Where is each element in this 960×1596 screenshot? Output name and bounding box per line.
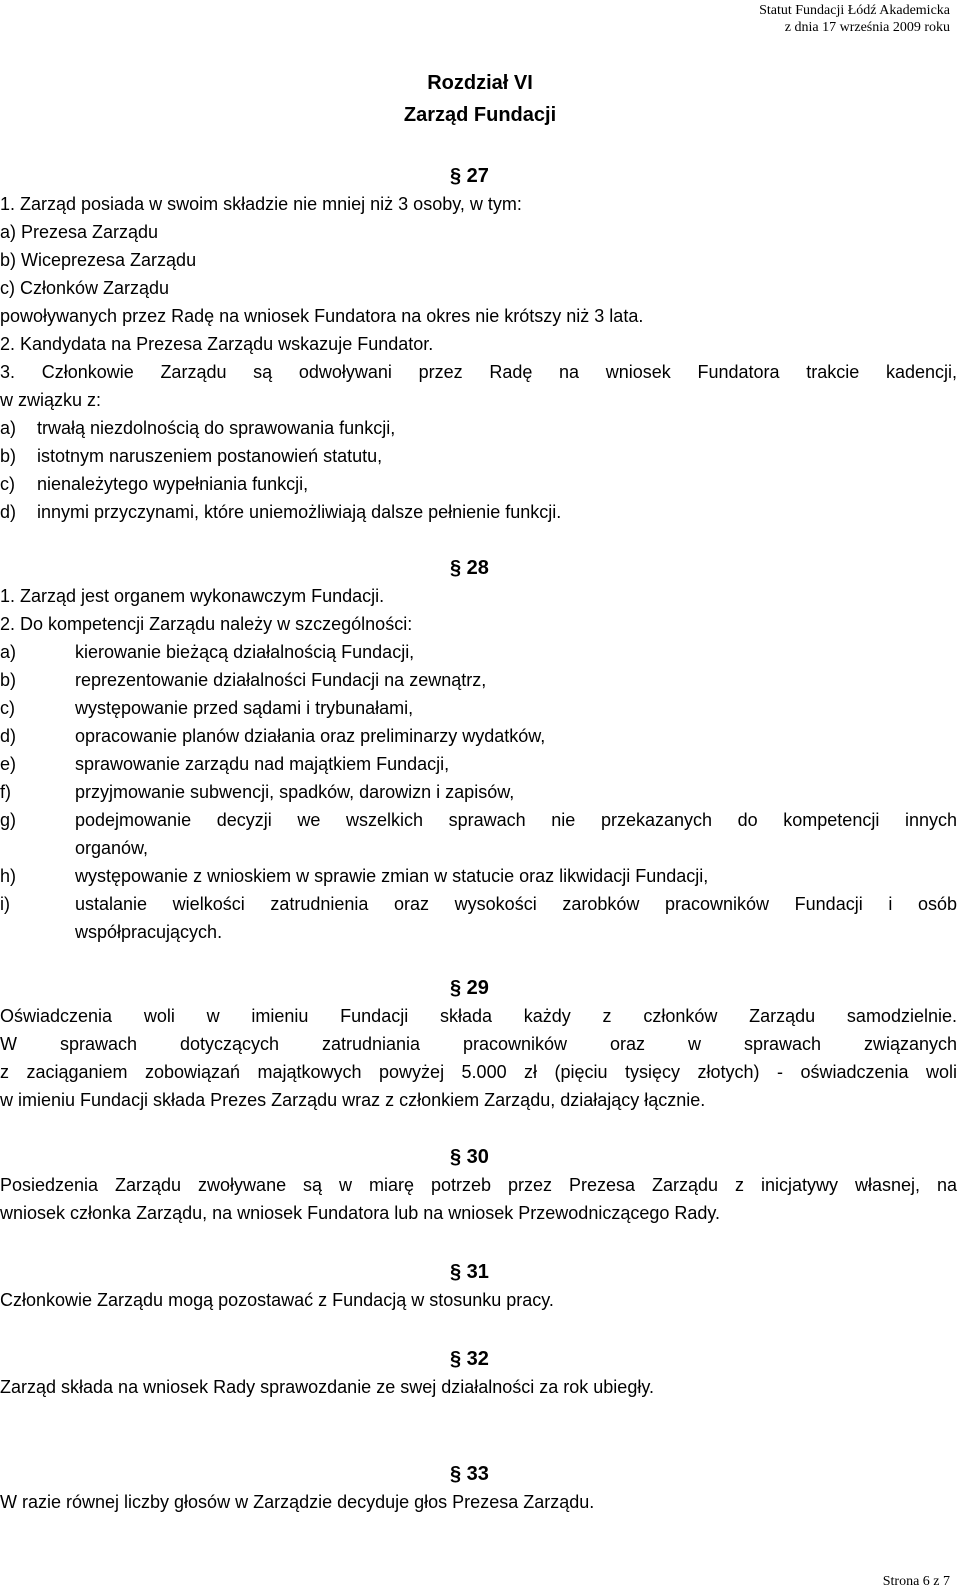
s27-list-item: innymi przyczynami, które uniemożliwiają dalsze pełnienie funkcji. xyxy=(37,502,562,522)
s27-item-a: a) Prezesa Zarządu xyxy=(0,222,159,242)
s28-list-item-b: reprezentowanie działalności Fundacji na zewnątrz, xyxy=(75,670,487,690)
s27-list-label: c) xyxy=(0,474,15,494)
section-heading-27: § 27 xyxy=(450,165,489,187)
header-date: z dnia 17 września 2009 roku xyxy=(784,20,950,35)
s28-list-item-h: występowanie z wnioskiem w sprawie zmian w statucie oraz likwidacji Fundacji, xyxy=(75,866,709,886)
s28-list-item-d: opracowanie planów działania oraz preliminarzy wydatków, xyxy=(75,726,546,746)
s28-list-item-c: występowanie przed sądami i trybunałami, xyxy=(75,698,414,718)
s28-list-label: f) xyxy=(0,782,11,802)
s28-list-label: g) xyxy=(0,810,17,830)
s28-list-label: b) xyxy=(0,670,17,690)
section-heading-31: § 31 xyxy=(450,1261,489,1283)
page-number: Strona 6 z 7 xyxy=(882,1574,950,1589)
s29-line-4: w imieniu Fundacji składa Prezes Zarządu wraz z członkiem Zarządu, działający łącznie. xyxy=(0,1090,706,1110)
s28-list-label: c) xyxy=(0,698,15,718)
s28-list-label: d) xyxy=(0,726,17,746)
s27-list-item: nienależytego wypełniania funkcji, xyxy=(37,474,309,494)
s27-paragraph-3-cont: w związku z: xyxy=(0,390,102,410)
running-header xyxy=(759,2,950,36)
header-title: Statut Fundacji Łódź Akademicka xyxy=(759,3,950,18)
s29-line-3: z zaciąganiem zobowiązań majątkowych powyżej 5.000 zł (pięciu tysięcy złotych) - oświadczenia woli xyxy=(0,1062,957,1082)
s28-list-item-i: ustalanie wielkości zatrudnienia oraz wysokości zarobków pracowników Fundacji i osób xyxy=(75,894,957,914)
section-heading-28: § 28 xyxy=(450,557,489,579)
s27-item-c: c) Członków Zarządu xyxy=(0,278,170,298)
s28-list-label: h) xyxy=(0,866,17,886)
s30-line-1: Posiedzenia Zarządu zwoływane są w miarę potrzeb przez Prezesa Zarządu z inicjatywy własnej, na xyxy=(0,1175,957,1195)
section-heading-30: § 30 xyxy=(450,1146,489,1168)
s28-list-item-f: przyjmowanie subwencji, spadków, darowizn i zapisów, xyxy=(75,782,515,802)
s27-paragraph-3: 3. Członkowie Zarządu są odwoływani przez Radę na wniosek Fundatora trakcie kadencji, xyxy=(0,362,957,382)
s27-paragraph-2: 2. Kandydata na Prezesa Zarządu wskazuje Fundator. xyxy=(0,334,434,354)
chapter-number: Rozdział VI xyxy=(427,72,533,94)
s27-paragraph-1: 1. Zarząd posiada w swoim składzie nie mniej niż 3 osoby, w tym: xyxy=(0,194,522,214)
section-heading-29: § 29 xyxy=(450,977,489,999)
s33-line-1: W razie równej liczby głosów w Zarządzie decyduje głos Prezesa Zarządu. xyxy=(0,1492,595,1512)
s28-list-item-a: kierowanie bieżącą działalnością Fundacji, xyxy=(75,642,415,662)
s28-list-item-e: sprawowanie zarządu nad majątkiem Fundacji, xyxy=(75,754,450,774)
s32-line-1: Zarząd składa na wniosek Rady sprawozdanie ze swej działalności za rok ubiegły. xyxy=(0,1377,654,1397)
s28-paragraph-2: 2. Do kompetencji Zarządu należy w szczególności: xyxy=(0,614,413,634)
s27-list-item: trwałą niezdolnością do sprawowania funkcji, xyxy=(37,418,396,438)
s28-list-label: a) xyxy=(0,642,17,662)
section-heading-33: § 33 xyxy=(450,1463,489,1485)
s27-list-item: istotnym naruszeniem postanowień statutu, xyxy=(37,446,383,466)
s27-item-b: b) Wiceprezesa Zarządu xyxy=(0,250,197,270)
chapter-title: Zarząd Fundacji xyxy=(403,104,557,126)
s28-list-label: i) xyxy=(0,894,10,914)
s28-list-item-i-cont: współpracujących. xyxy=(75,922,223,942)
s31-line-1: Członkowie Zarządu mogą pozostawać z Fundacją w stosunku pracy. xyxy=(0,1290,554,1310)
s29-line-1: Oświadczenia woli w imieniu Fundacji składa każdy z członków Zarządu samodzielnie. xyxy=(0,1006,957,1026)
s30-line-2: wniosek członka Zarządu, na wniosek Fundatora lub na wniosek Przewodniczącego Rady. xyxy=(0,1203,721,1223)
s27-list-label: a) xyxy=(0,418,17,438)
s29-line-2: W sprawach dotyczących zatrudniania pracowników oraz w sprawach związanych xyxy=(0,1034,957,1054)
s28-list-item-g-cont: organów, xyxy=(75,838,149,858)
s28-list-label: e) xyxy=(0,754,17,774)
s27-paragraph-1-tail: powoływanych przez Radę na wniosek Fundatora na okres nie krótszy niż 3 lata. xyxy=(0,306,644,326)
s27-list-label: d) xyxy=(0,502,17,522)
section-heading-32: § 32 xyxy=(450,1348,489,1370)
s27-list-label: b) xyxy=(0,446,17,466)
s28-paragraph-1: 1. Zarząd jest organem wykonawczym Fundacji. xyxy=(0,586,385,606)
s28-list-item-g: podejmowanie decyzji we wszelkich sprawach nie przekazanych do kompetencji innych xyxy=(75,810,957,830)
